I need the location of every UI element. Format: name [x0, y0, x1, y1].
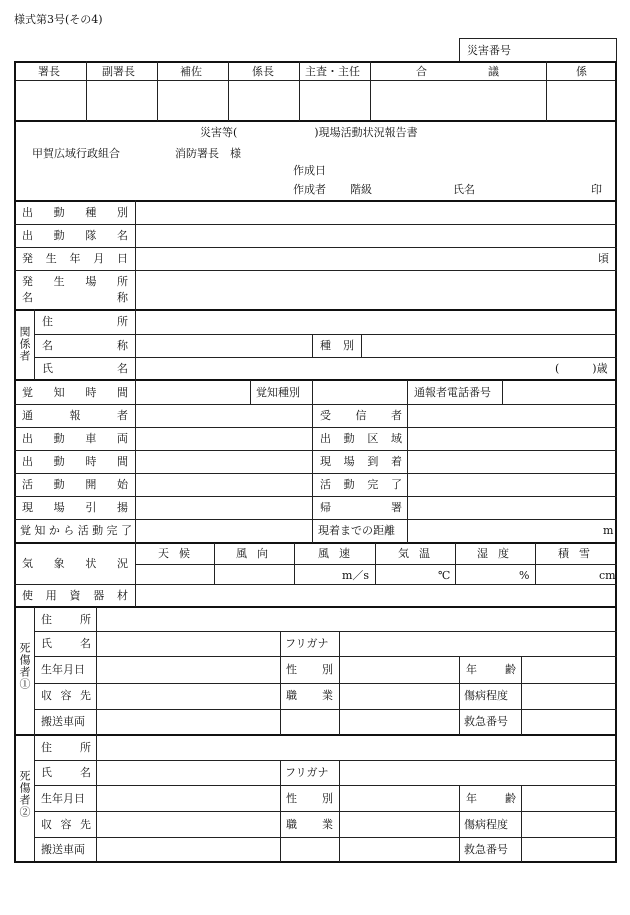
cas2-address-label: 住 所: [41, 741, 91, 754]
form-number: 様式第3号(その4): [14, 13, 103, 26]
humidity-unit: %: [519, 569, 530, 582]
approval-consult-1: 合: [416, 65, 427, 78]
weather-header-snow: 積雪: [558, 547, 600, 560]
site-arrival-label: 現 場 到 着: [320, 455, 402, 468]
occurred-suffix: 頃: [598, 252, 609, 265]
distance-unit: m: [603, 524, 614, 537]
approval-supervisor: 主査・主任: [305, 65, 360, 78]
cas1-sex-label: 性 別: [286, 663, 333, 676]
related-name-label: 氏 名: [42, 362, 128, 375]
dispatch-type-label: 出 動 種 別: [22, 206, 128, 219]
cas2-sex-label: 性 別: [286, 792, 333, 805]
place-label-1: 発 生 場 所: [22, 275, 128, 288]
disaster-number-label: 災害番号: [467, 44, 511, 57]
equipment-label: 使 用 資 器 材: [22, 589, 128, 602]
related-title-label: 名 称: [42, 339, 128, 352]
seal-label: 印: [591, 183, 602, 196]
activity-start-label: 活 動 開 始: [22, 478, 128, 491]
cas1-furigana-label: フリガナ: [285, 637, 329, 650]
cas1-hospital-label: 収 容 先: [41, 689, 91, 702]
reporter-label: 通 報 者: [22, 409, 128, 422]
cas1-vehicle-label: 搬送車両: [41, 715, 85, 728]
temp-unit: ℃: [438, 569, 451, 582]
approval-consult-2: 議: [488, 65, 499, 78]
cas2-hospital-label: 収 容 先: [41, 818, 91, 831]
wind-unit: m／s: [342, 569, 370, 582]
dispatch-area-label: 出 動 区 域: [320, 432, 402, 445]
awareness-time-label: 覚 知 時 間: [22, 386, 128, 399]
report-title: 災害等( )現場活動状況報告書: [200, 126, 418, 139]
return-label: 帰 署: [320, 501, 402, 514]
casualty-2-label: 死傷者②: [18, 770, 31, 818]
addressee-org: 甲賀広域行政組合: [32, 147, 120, 160]
cas1-ambulance-label: 救急番号: [464, 715, 508, 728]
place-label-2: 名 称: [22, 291, 128, 304]
site-withdraw-label: 現 場 引 揚: [22, 501, 128, 514]
name-label: 氏名: [453, 183, 475, 196]
weather-header-humidity: 湿度: [477, 547, 519, 560]
cas1-address-label: 住 所: [41, 613, 91, 626]
addressee-name: 消防署長 様: [175, 147, 241, 160]
occurred-date-label: 発 生 年 月 日: [22, 252, 128, 265]
approval-section-chief: 係長: [252, 65, 274, 78]
dispatch-vehicle-label: 出 動 車 両: [22, 432, 128, 445]
age-field: ( )歳: [555, 362, 608, 375]
approval-chief: 署長: [38, 65, 60, 78]
dispatch-unit-label: 出 動 隊 名: [22, 229, 128, 242]
rank-label: 階級: [350, 183, 372, 196]
cas2-age-label: 年 齢: [466, 792, 516, 805]
weather-header-wind-speed: 風速: [318, 547, 360, 560]
dispatch-time-label: 出 動 時 間: [22, 455, 128, 468]
weather-header-wind-dir: 風向: [236, 547, 278, 560]
cas2-injury-label: 傷病程度: [464, 818, 508, 831]
cas2-birth-label: 生年月日: [41, 792, 85, 805]
approval-assistant: 補佐: [180, 65, 202, 78]
cas1-job-label: 職 業: [286, 689, 333, 702]
approval-deputy-chief: 副署長: [102, 65, 135, 78]
cas2-job-label: 職 業: [286, 818, 333, 831]
author-label: 作成者: [293, 183, 326, 196]
created-date-label: 作成日: [293, 164, 326, 177]
cas1-injury-label: 傷病程度: [464, 689, 508, 702]
cas1-age-label: 年 齢: [466, 663, 516, 676]
related-party-label: 関係者: [18, 326, 31, 362]
activity-complete-label: 活 動 完 了: [320, 478, 402, 491]
approval-staff: 係: [576, 65, 587, 78]
casualty-1-label: 死傷者①: [18, 642, 31, 690]
weather-label: 気 象 状 況: [22, 557, 128, 570]
weather-header-temp: 気温: [398, 547, 440, 560]
awareness-type-label: 覚知種別: [256, 386, 300, 399]
distance-label: 現着までの距離: [318, 524, 395, 537]
related-address-label: 住 所: [42, 315, 128, 328]
weather-header-sky: 天候: [158, 547, 200, 560]
related-category-label: 種 別: [320, 339, 354, 352]
cas1-birth-label: 生年月日: [41, 663, 85, 676]
aware-to-complete-label: 覚 知 か ら 活 動 完 了: [20, 524, 132, 537]
receiver-label: 受 信 者: [320, 409, 402, 422]
cas2-name-label: 氏 名: [41, 766, 91, 779]
cas2-ambulance-label: 救急番号: [464, 843, 508, 856]
cas1-name-label: 氏 名: [41, 637, 91, 650]
cas2-furigana-label: フリガナ: [285, 766, 329, 779]
snow-unit: cm: [599, 569, 616, 582]
cas2-vehicle-label: 搬送車両: [41, 843, 85, 856]
reporter-phone-label: 通報者電話番号: [414, 386, 491, 399]
